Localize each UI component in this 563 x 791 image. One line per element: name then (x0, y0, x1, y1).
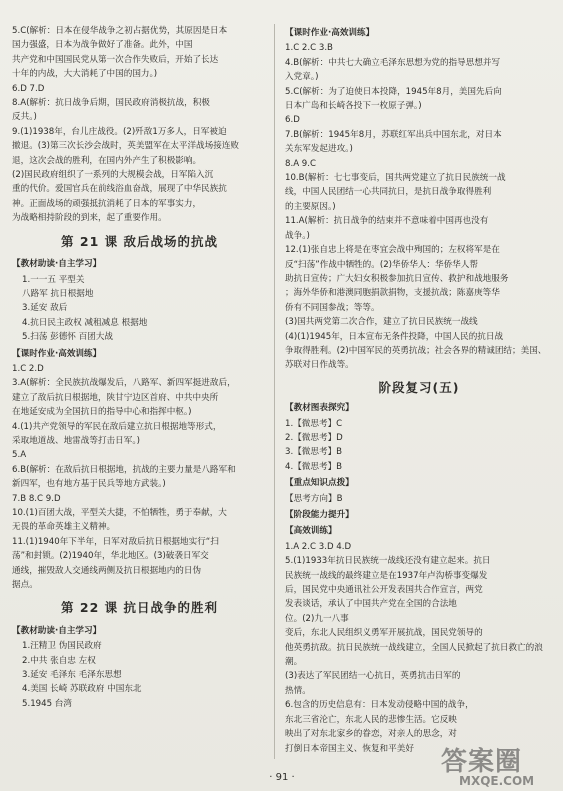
answer-line: 1.汪精卫 伪国民政府 (22, 641, 102, 652)
answer-line: 7.B(解析：1945年8月，苏联红军出兵中国东北，对日本 (285, 129, 502, 140)
lesson-21-work-list (12, 362, 267, 593)
answer-line: ；海外华侨和港澳同胞捐款捐物，支援抗战；陈嘉庚等华 (285, 288, 500, 299)
review-list (285, 417, 553, 475)
answer-line: 他英勇抗敌。抗日民族统一战线建立，全国人民掀起了抗日救亡的浪潮。 (285, 642, 543, 668)
lesson-22-title: 第 22 课 抗日战争的胜利 (61, 600, 218, 616)
answer-line: 苏联对日作战等。 (285, 360, 354, 371)
answer-line: 日本广岛和长崎各投下一枚原子弹。) (285, 101, 422, 112)
answer-line: 6.包含的历史信息有：日本发动侵略中国的战争， (285, 700, 474, 711)
answer-line: 4.抗日民主政权 减租减息 根据地 (22, 317, 148, 328)
answer-line: 十年的内战，大大消耗了中国的国力。) (12, 69, 158, 80)
answer-line: 撤退。(3)第三次长沙会战时，英美盟军在太平洋战场接连败 (12, 141, 240, 152)
answer-line: 反“扫荡”作战中牺牲的。(2)华侨华人：华侨华人帮 (285, 259, 478, 270)
answer-line: 5.C(解析：为了迫使日本投降，1945年8月，美国先后向 (285, 86, 502, 97)
answer-line: 12.(1)张自忠上将是在枣宜会战中殉国的；左权将军是在 (285, 245, 500, 256)
answer-line: 采取地道战、地雷战等打击日军。) (12, 435, 140, 446)
answer-line: (2)国民政府组织了一系列的大规模会战，日军陷入沉 (12, 170, 214, 181)
answer-line: 线，中国人民团结一心共同抗日，是抗日战争取得胜利 (285, 187, 492, 198)
section-tag: 【课时作业·高效训练】 (12, 348, 102, 359)
answer-line: 共产党和中国国民党从第一次合作失败后，开始了长达 (12, 54, 219, 65)
answer-line: (3)表达了军民团结一心抗日，英勇抗击日军的 (285, 671, 461, 682)
answer-line: (3)国共两党第二次合作，建立了抗日民族统一战线 (285, 317, 478, 328)
answer-line: 5.扫荡 彭德怀 百团大战 (22, 332, 114, 343)
answer-line: 4.美国 长崎 苏联政府 中国东北 (22, 684, 142, 695)
answer-line: 8.A(解析：抗日战争后期，国民政府消极抗战，积极 (12, 98, 210, 109)
answer-line: 1.一一五 平型关 (22, 274, 85, 285)
answer-line: 位。(2)九一八事 (285, 613, 349, 624)
answer-line: 6.B(解析：在敌后抗日根据地，抗战的主要力量是八路军和 (12, 464, 236, 475)
answer-line: 1.A 2.C 3.D 4.D (285, 541, 352, 552)
column-divider (274, 24, 275, 759)
answer-line: 神。正面战场的顽强抵抗消耗了日本的军事实力， (12, 198, 202, 209)
right-column (285, 24, 553, 756)
lesson-22-study-list (12, 639, 267, 711)
answer-line: 民族统一战线的最终建立是在1937年卢沟桥事变爆发 (285, 570, 488, 581)
answer-line: 3.A(解析：全民族抗战爆发后，八路军、新四军挺进敌后， (12, 378, 236, 389)
answer-line: 战争。) (285, 230, 310, 241)
answer-line: 在地延安成为全国抗日的指导中心和指挥中枢。) (12, 407, 192, 418)
answer-line: 重的代价。爱国官兵在前线浴血奋战，展现了中华民族抗 (12, 184, 227, 195)
answer-line: 8.A 9.C (285, 158, 317, 169)
section-tag: 【阶段能力提升】 (285, 510, 354, 520)
watermark-url: MXQE.COM (459, 774, 535, 788)
lesson-22-work-list (285, 41, 553, 372)
section-tag: 【课时作业·高效训练】 (285, 28, 375, 38)
section-tag: 【高效训练】 (285, 526, 337, 537)
answer-line: 9.(1)1938年，台儿庄战役。(2)歼敌1万多人，日军被迫 (12, 126, 227, 137)
answer-line: 据点。 (12, 580, 38, 591)
answer-line: 新四军，也有地方基于民兵等地方武装。) (12, 479, 166, 490)
answer-line: 4.B(解析：中共七大确立毛泽东思想为党的指导思想并写 (285, 57, 501, 68)
answer-line: 1.【微思考】C (285, 418, 343, 429)
answer-line: 反共。) (12, 112, 37, 123)
answer-line: 1.C 2.C 3.B (285, 43, 333, 54)
answer-line: 东北三省沦亡，东北人民的悲惨生活。它反映 (285, 714, 457, 725)
section-tag: 【教材助读·自主学习】 (12, 625, 102, 636)
answer-line: 6.D 7.D (12, 83, 45, 94)
answer-line: 1.C 2.D (12, 363, 44, 374)
answer-line: 入党章。) (285, 72, 319, 83)
answer-line: 5.A (12, 450, 27, 461)
lesson-21-study-list (12, 273, 267, 345)
answer-line: 5.(1)1933年抗日民族统一战线还没有建立起来。抗日 (285, 556, 491, 567)
answer-line: 八路军 抗日根据地 (22, 288, 94, 299)
lesson-21-title: 第 21 课 敌后战场的抗战 (61, 233, 218, 249)
training-list (285, 540, 553, 756)
answer-line: 为战略相持阶段的到来，起了重要作用。 (12, 213, 167, 224)
answer-line: 2.中共 张自忠 左权 (22, 655, 96, 666)
left-column (12, 24, 267, 711)
answer-line: 热情。 (285, 685, 311, 696)
answer-line: 5.1945 台湾 (22, 698, 72, 709)
answer-line: 3.延安 敌后 (22, 303, 68, 314)
answer-line: 国力强盛，日本为战争做好了准备。此外，中国 (12, 40, 193, 51)
answer-line: 2.【微思考】D (285, 432, 343, 443)
answer-line: 4.(1)共产党领导的军民在敌后建立抗日根据地等形式， (12, 421, 222, 432)
think-direction: 【思考方向】B (285, 493, 343, 504)
answer-line: 11.A(解析：抗日战争的结束并不意味着中国再也没有 (285, 216, 489, 227)
section-tag: 【教材图表探究】 (285, 403, 354, 414)
watermark-text: 答案圈 (441, 747, 523, 777)
answer-line: 3.延安 毛泽东 毛泽东思想 (22, 670, 122, 681)
answer-line: 发表谈话，承认了中国共产党在全国的合法地 (285, 599, 457, 610)
answer-line: 的主要原因。) (285, 201, 336, 212)
answer-line: 后，国民党中央通讯社公开发表国共合作宣言，两党 (285, 585, 483, 596)
answer-line: 11.(1)1940年下半年，日军对敌后抗日根据地实行“扫 (12, 536, 219, 547)
left-top-answers (12, 24, 267, 226)
page-number: · 91 · (269, 772, 295, 783)
answer-line: 变后，东北人民组织义勇军开展抗战，国民党领导的 (285, 628, 483, 639)
stage-review-title: 阶段复习(五) (378, 379, 460, 395)
section-tag: 【教材助读·自主学习】 (12, 259, 102, 270)
answer-line: 荡”和封锁。(2)1940年，华北地区。(3)破袭日军交 (12, 551, 209, 562)
answer-line: 建立了敌后抗日根据地，陕甘宁边区首府、中共中央所 (12, 392, 219, 403)
answer-line: 关东军发起进攻。) (285, 144, 353, 155)
answer-line: 侨有不同国参战；等等。 (285, 302, 380, 313)
answer-line: 10.(1)百团大战，平型关大捷，不怕牺牲，勇于奉献，大 (12, 508, 227, 518)
answer-line: 7.B 8.C 9.D (12, 493, 61, 504)
answer-line: 10.B(解析：七七事变后，国共两党建立了抗日民族统一战 (285, 173, 506, 184)
answer-line: 映出了对东北家乡的眷恋，对亲人的思念，对 (285, 729, 457, 740)
watermark-logo (441, 741, 559, 787)
answer-line: 通线，摧毁敌人交通线两侧及抗日根据地内的日伪 (12, 565, 202, 576)
section-tag: 【重点知识点拨】 (285, 478, 354, 489)
answer-line: (4)(1)1945年，日本宣布无条件投降，中国人民的抗日战 (285, 331, 504, 342)
answer-line: 无畏的革命英雄主义精神。 (12, 522, 116, 533)
answer-line: 退，这次会战的胜利，在国内外产生了积极影响。 (12, 155, 202, 166)
answer-line: 打倒日本帝国主义、恢复和平美好 (285, 743, 414, 754)
answer-line: 4.【微思考】B (285, 461, 343, 472)
answer-line: 5.C(解析：日本在侵华战争之初占据优势，其原因是日本 (12, 26, 228, 36)
answer-line: 3.【微思考】B (285, 447, 343, 458)
answer-line: 6.D (285, 115, 300, 126)
answer-line: 助抗日宣传；广大妇女积极参加抗日宣传、救护和战地服务 (285, 273, 509, 284)
answer-line: 争取得胜利。(2)中国军民的英勇抗战；社会各界的精诚团结；美国、 (285, 345, 547, 356)
